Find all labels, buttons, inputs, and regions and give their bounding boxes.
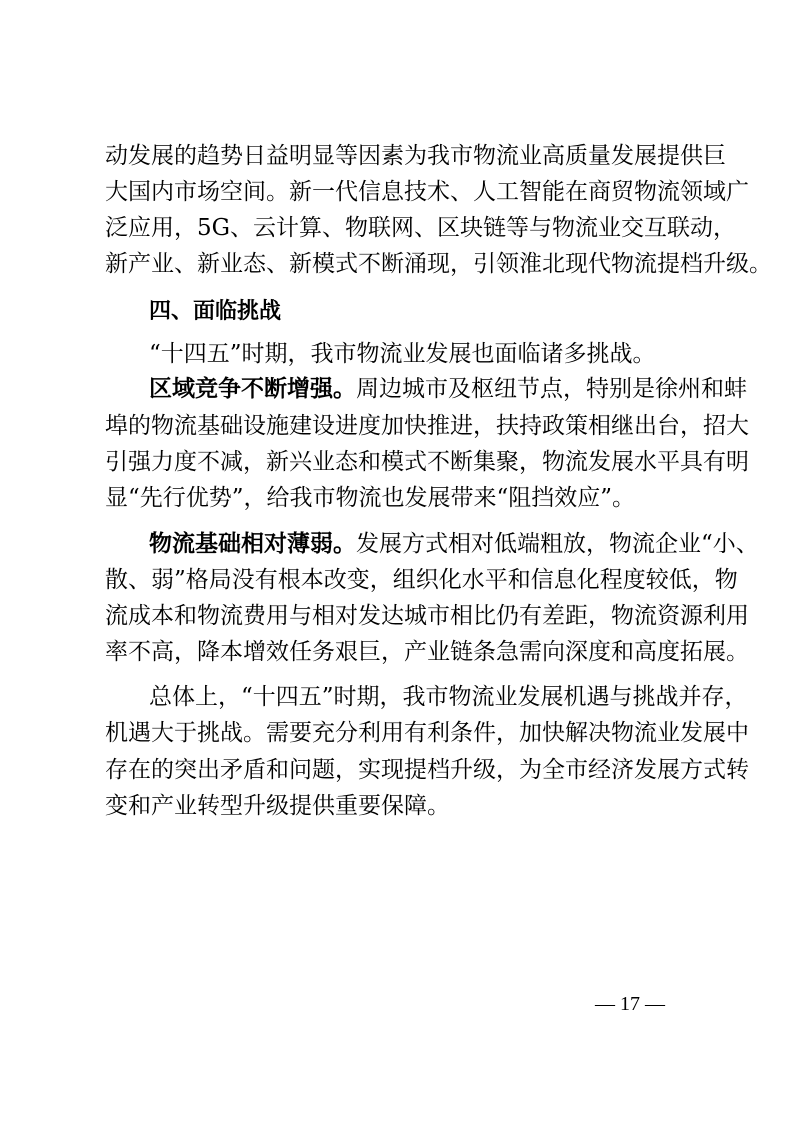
paragraph-5-line-4: 变和产业转型升级提供重要保障。: [105, 793, 450, 819]
page-number: — 17 —: [595, 993, 665, 1015]
paragraph-4-line-4: 率不高，降本增效任务艰巨，产业链条急需向深度和高度拓展。: [105, 639, 749, 665]
section-heading: 四、面临挑战: [149, 299, 282, 324]
paragraph-3-line-3: 引强力度不减，新兴业态和模式不断集聚，物流发展水平具有明: [105, 449, 749, 475]
paragraph-4-line-2: 散、弱”格局没有根本改变，组织化水平和信息化程度较低，物: [105, 567, 738, 593]
paragraph-3-lead: 区域竞争不断增强。: [149, 376, 356, 402]
paragraph-5-line-1: 总体上，“十四五”时期，我市物流业发展机遇与挑战并存，: [149, 684, 748, 710]
paragraph-2-line-1: “十四五”时期，我市物流业发展也面临诸多挑战。: [149, 341, 656, 367]
paragraph-4-line-1-rest: 发展方式相对低端粗放，物流企业“小、: [356, 531, 759, 557]
paragraph-5-line-2: 机遇大于挑战。需要充分利用有利条件，加快解决物流业发展中: [105, 720, 749, 746]
paragraph-1-line-3: 泛应用，5G、云计算、物联网、区块链等与物流业交互联动，: [105, 215, 737, 241]
paragraph-3-line-1-rest: 周边城市及枢纽节点，特别是徐州和蚌: [356, 376, 747, 402]
paragraph-1-line-2: 大国内市场空间。新一代信息技术、人工智能在商贸物流领域广: [105, 179, 749, 205]
paragraph-1-line-4: 新产业、新业态、新模式不断涌现，引领淮北现代物流提档升级。: [105, 251, 772, 277]
paragraph-4-line-3: 流成本和物流费用与相对发达城市相比仍有差距，物流资源利用: [105, 603, 749, 629]
paragraph-5-line-3: 存在的突出矛盾和问题，实现提档升级，为全市经济发展方式转: [105, 757, 749, 783]
paragraph-4-lead: 物流基础相对薄弱。: [149, 531, 356, 557]
paragraph-3-line-1: [149, 372, 747, 406]
paragraph-1-line-1: 动发展的趋势日益明显等因素为我市物流业高质量发展提供巨: [105, 143, 726, 169]
paragraph-3-line-2: 埠的物流基础设施建设进度加快推进，扶持政策相继出台，招大: [105, 413, 749, 439]
paragraph-4-line-1: [149, 527, 759, 561]
paragraph-3-line-4: 显“先行优势”，给我市物流也发展带来“阻挡效应”。: [105, 485, 636, 511]
